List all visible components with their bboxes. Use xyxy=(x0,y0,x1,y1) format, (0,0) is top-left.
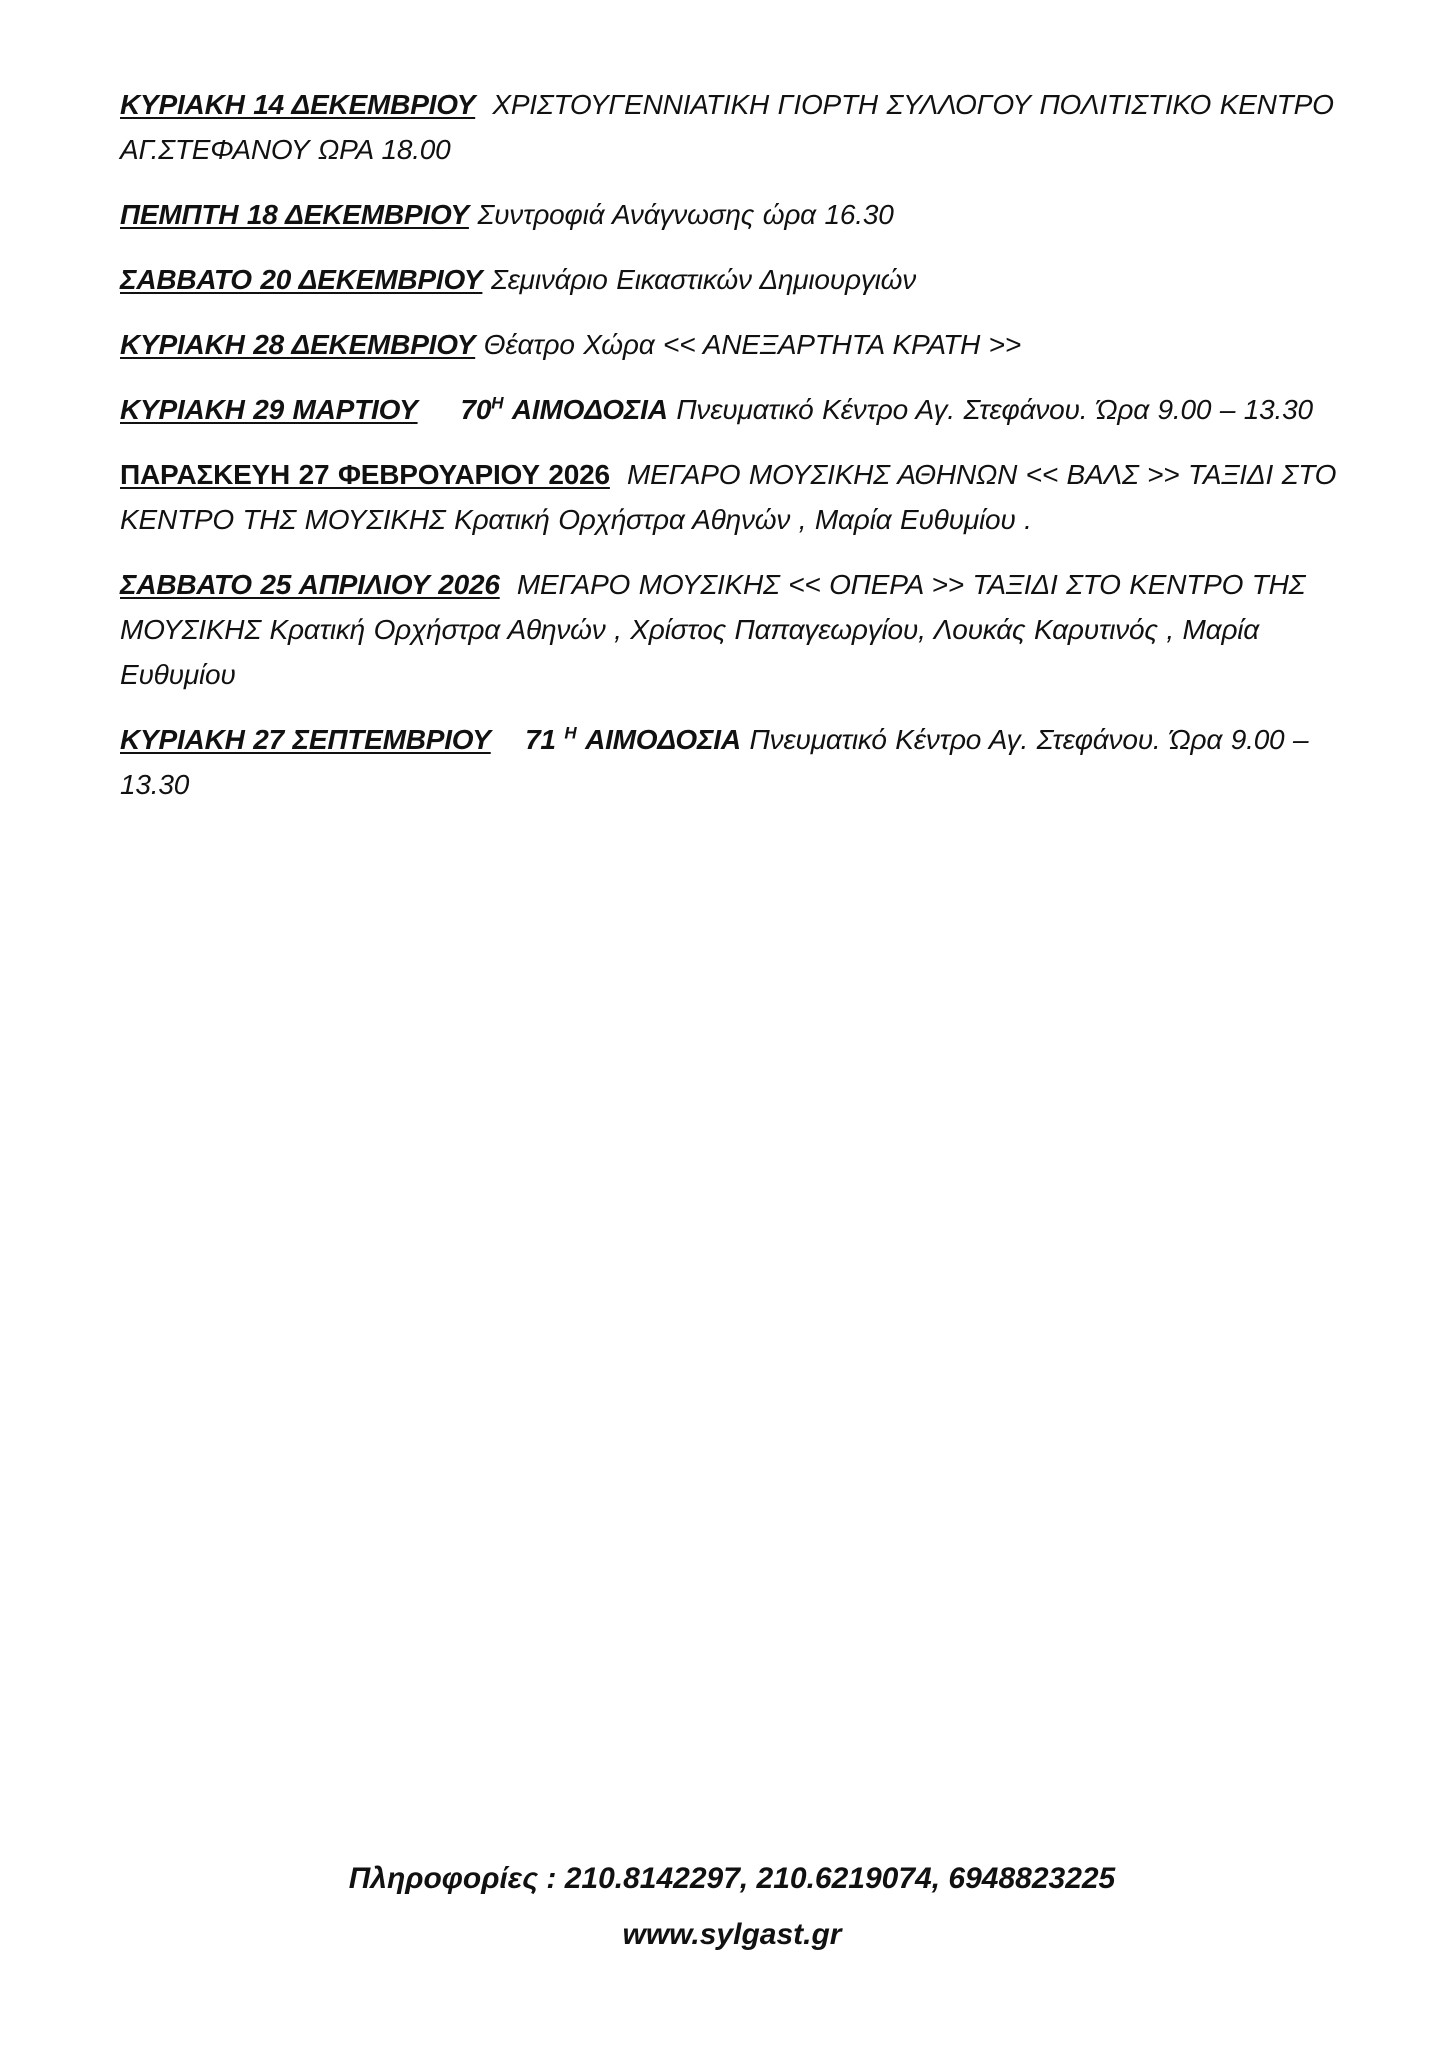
event-description: Θέατρο Χώρα << ΑΝΕΞΑΡΤΗΤΑ ΚΡΑΤΗ >> xyxy=(483,329,1021,360)
event-description: ΜΕΓΑΡΟ ΜΟΥΣΙΚΗΣ ΑΘΗΝΩΝ << ΒΑΛΣ >> ΤΑΞΙΔΙ ΣΤΟ ΚΕΝΤΡΟ ΤΗΣ ΜΟΥΣΙΚΗΣ Κρατική Ορχήστρα Αθηνών , Μαρία Ευθυμίου . xyxy=(120,459,1337,535)
event-date: ΚΥΡΙΑΚΗ 29 ΜΑΡΤΙΟΥ xyxy=(120,394,418,425)
event-entry xyxy=(120,452,1345,542)
event-date: ΣΑΒΒΑΤΟ 20 ΔΕΚΕΜΒΡΙΟΥ xyxy=(120,264,483,295)
event-description: Πνευματικό Κέντρο Αγ. Στεφάνου. Ώρα 9.00 – 13.30 xyxy=(676,394,1313,425)
event-number: 71 xyxy=(525,724,556,755)
website-link[interactable]: www.sylgast.gr xyxy=(622,1918,842,1951)
event-description: Πνευματικό Κέντρο Αγ. Στεφάνου. Ώρα 9.00 – 13.30 xyxy=(120,724,1309,800)
event-entry xyxy=(120,257,1345,302)
event-ordinal-superscript: Η xyxy=(564,723,577,743)
event-title: ΑΙΜΟΔΟΣΙΑ xyxy=(511,394,668,425)
event-description: ΧΡΙΣΤΟΥΓΕΝΝΙΑΤΙΚΗ ΓΙΟΡΤΗ ΣΥΛΛΟΓΟΥ ΠΟΛΙΤΙΣΤΙΚΟ ΚΕΝΤΡΟ ΑΓ.ΣΤΕΦΑΝΟΥ ΩΡΑ 18.00 xyxy=(120,89,1334,165)
event-date: ΚΥΡΙΑΚΗ 28 ΔΕΚΕΜΒΡΙΟΥ xyxy=(120,329,476,360)
events-list xyxy=(120,82,1345,827)
event-entry xyxy=(120,717,1345,807)
event-description: Συντροφιά Ανάγνωσης ώρα 16.30 xyxy=(477,199,894,230)
event-title: ΑΙΜΟΔΟΣΙΑ xyxy=(585,724,741,755)
event-description: Σεμινάριο Εικαστικών Δημιουργιών xyxy=(490,264,917,295)
event-entry xyxy=(120,562,1345,697)
event-ordinal-superscript: Η xyxy=(491,393,504,413)
event-date: ΣΑΒΒΑΤΟ 25 ΑΠΡΙΛΙΟΥ 2026 xyxy=(120,569,500,600)
event-number: 70 xyxy=(460,394,492,425)
event-entry xyxy=(120,387,1345,432)
event-date: ΚΥΡΙΑΚΗ 27 ΣΕΠΤΕΜΒΡΙΟΥ xyxy=(120,724,491,755)
event-entry xyxy=(120,322,1345,367)
contact-info: Πληροφορίες : 210.8142297, 210.6219074, 6948823225 xyxy=(348,1862,1116,1895)
event-entry xyxy=(120,192,1345,237)
event-date: ΠΕΜΠΤΗ 18 ΔΕΚΕΜΒΡΙΟΥ xyxy=(120,199,469,230)
event-description: ΜΕΓΑΡΟ ΜΟΥΣΙΚΗΣ << ΟΠΕΡΑ >> ΤΑΞΙΔΙ ΣΤΟ ΚΕΝΤΡΟ ΤΗΣ ΜΟΥΣΙΚΗΣ Κρατική Ορχήστρα Αθηνών , Χρίστος Παπαγεωργίου, Λουκάς Καρυτινός , Μαρία Ευθυμίου xyxy=(120,569,1306,690)
event-entry xyxy=(120,82,1345,172)
event-date: ΠΑΡΑΣΚΕΥΗ 27 ΦΕΒΡΟΥΑΡΙΟΥ 2026 xyxy=(120,459,610,490)
event-date: ΚΥΡΙΑΚΗ 14 ΔΕΚΕΜΒΡΙΟΥ xyxy=(120,89,476,120)
